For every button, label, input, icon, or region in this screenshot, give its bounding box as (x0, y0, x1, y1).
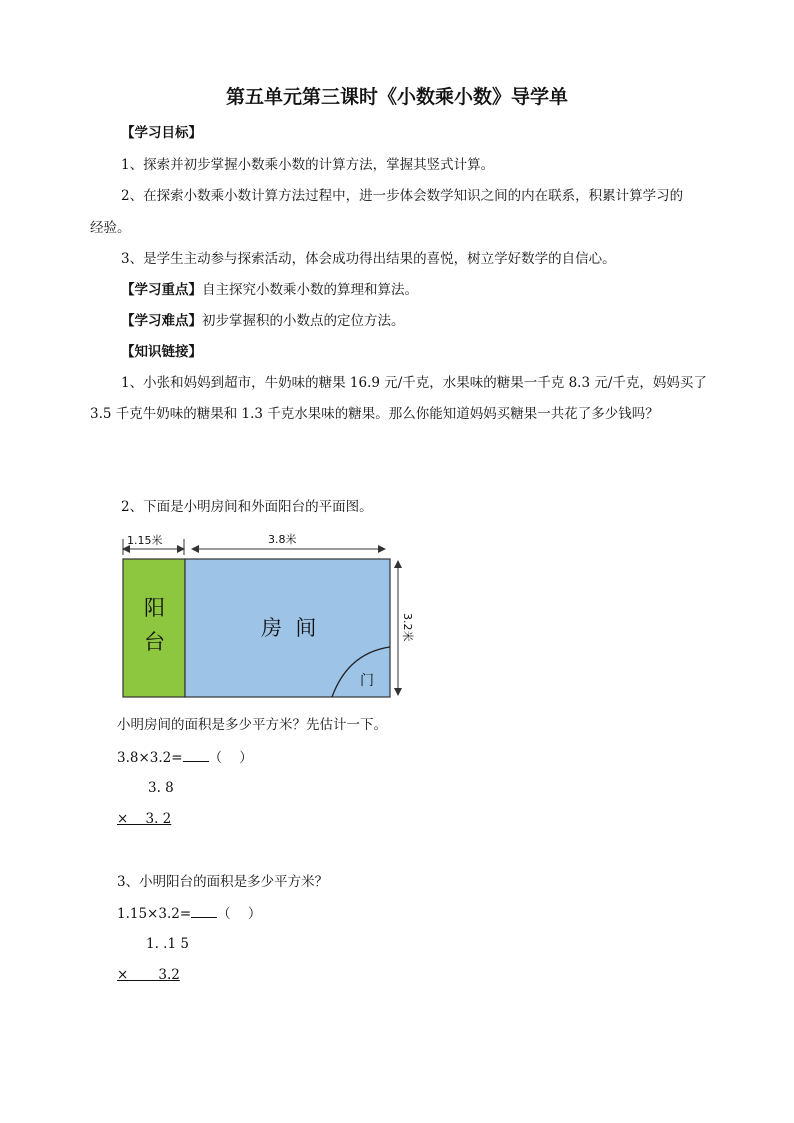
question-3-text: 3、小明阳台的面积是多少平方米？ (117, 874, 329, 890)
vertical-top: 1. .1 5 (146, 936, 189, 952)
vertical-top: 3. 8 (148, 780, 174, 796)
difficulty-line (121, 315, 405, 329)
question-1-line2: 3.5 千克牛奶味的糖果和 1.3 千克水果味的糖果。那么你能知道妈妈买糖果一共花了多少钱吗？ (90, 406, 659, 422)
question-1-line1: 1、小张和妈妈到超市，牛奶味的糖果 16.9 元/千克，水果味的糖果一千克 8.3 元/千克，妈妈买了 (121, 375, 707, 391)
goal-item-3: 3、是学生主动参与探索活动，体会成功得出结果的喜悦，树立学好数学的自信心。 (121, 251, 616, 267)
balcony-label-1: 阳 (144, 596, 165, 620)
room-width-label: 3.8米 (268, 533, 297, 546)
height-label: 3.2米 (401, 613, 414, 642)
question-2-intro: 2、下面是小明房间和外面阳台的平面图。 (121, 499, 373, 515)
key-point-heading: 【学习重点】 (121, 282, 202, 298)
unit-paren[interactable]: （ ） (208, 750, 253, 766)
room-label: 房 间 (261, 616, 317, 640)
goals-heading: 【学习目标】 (121, 125, 202, 141)
question-2-equation-text: 3.8×3.2= (117, 750, 183, 766)
unit-paren[interactable]: （ ） (217, 906, 262, 922)
door-label: 门 (360, 673, 374, 689)
key-point-text: 自主探究小数乘小数的算理和算法。 (202, 282, 418, 298)
question-2-text: 小明房间的面积是多少平方米？先估计一下。 (117, 717, 387, 733)
difficulty-heading: 【学习难点】 (121, 313, 202, 329)
goal-item-2: 2、在探索小数乘小数计算方法过程中，进一步体会数学知识之间的内在联系，积累计算学习的 (121, 188, 684, 204)
vertical-bottom: × 3. 2 (117, 811, 172, 827)
balcony-label-2: 台 (144, 630, 165, 654)
goal-item-1: 1、探索并初步掌握小数乘小数的计算方法，掌握其竖式计算。 (121, 157, 495, 173)
question-2-equation (117, 751, 253, 766)
answer-blank[interactable] (191, 907, 217, 918)
balcony-area (123, 559, 185, 697)
question-3-equation-text: 1.15×3.2= (117, 906, 192, 922)
difficulty-text: 初步掌握积的小数点的定位方法。 (202, 313, 405, 329)
question-3-equation (117, 907, 261, 922)
links-heading: 【知识链接】 (121, 344, 202, 360)
answer-blank[interactable] (183, 751, 209, 762)
floor-plan-diagram (110, 525, 430, 705)
page-title: 第五单元第三课时《小数乘小数》导学单 (225, 86, 568, 108)
balcony-width-label: 1.15米 (127, 534, 163, 547)
goal-item-2-cont: 经验。 (90, 220, 131, 236)
key-point-line (121, 284, 418, 298)
vertical-bottom: × 3.2 (117, 967, 180, 983)
